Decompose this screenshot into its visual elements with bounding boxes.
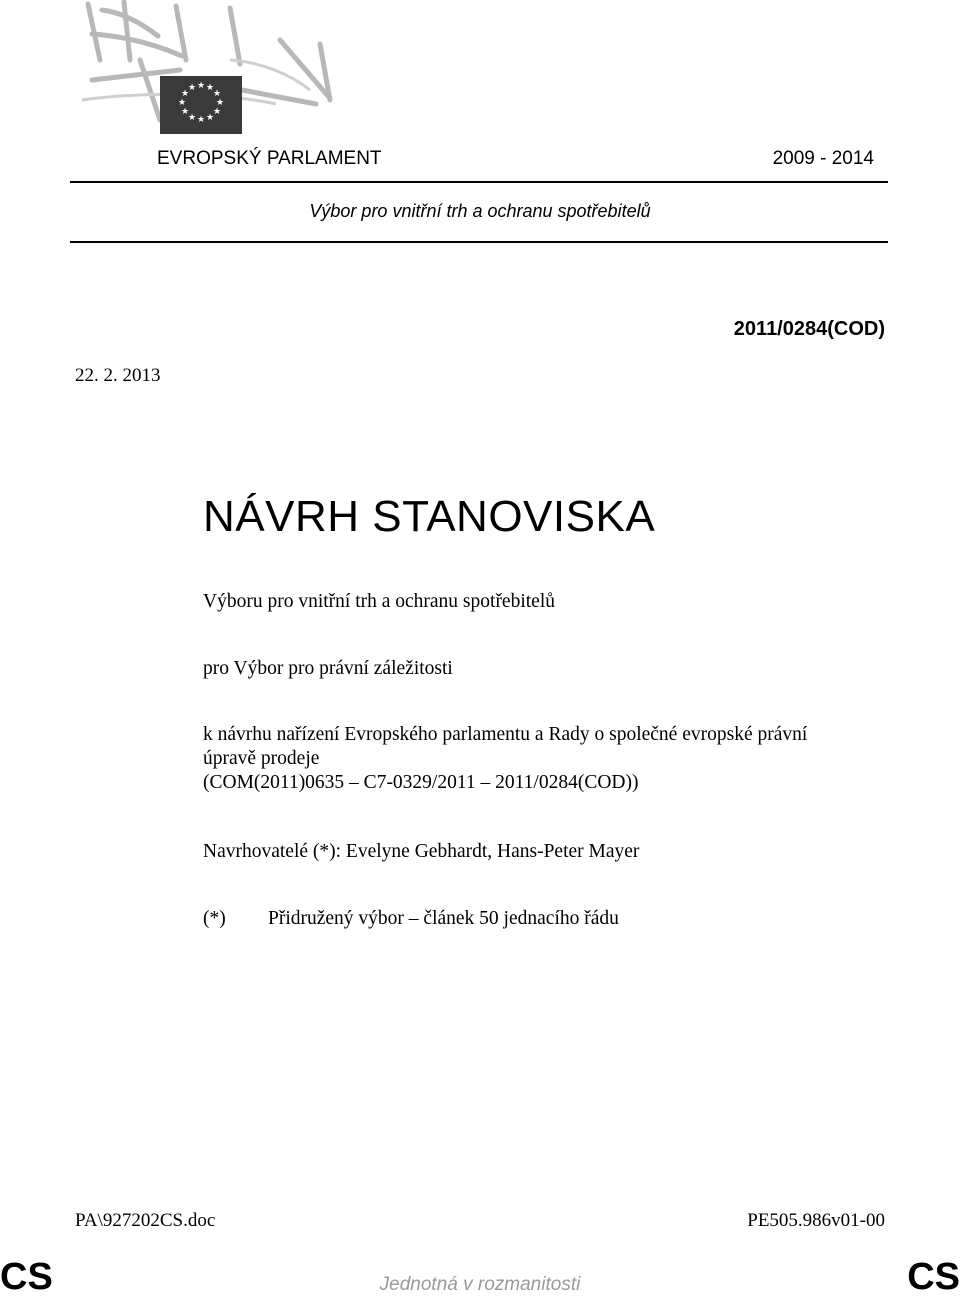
file-reference: PA\927202CS.doc <box>75 1210 216 1231</box>
svg-text:★: ★ <box>180 107 190 117</box>
language-code-left: CS <box>0 1256 53 1298</box>
document-date: 22. 2. 2013 <box>75 365 161 386</box>
header-divider-top <box>70 181 888 183</box>
subject-reference: (COM(2011)0635 – C7-0329/2011 – 2011/0284(COD)) <box>203 772 639 793</box>
svg-text:★: ★ <box>205 113 215 123</box>
footnote-mark: (*) <box>203 908 226 929</box>
eu-motto: Jednotná v rozmanitosti <box>379 1274 581 1295</box>
svg-text:★: ★ <box>215 98 225 108</box>
svg-text:★: ★ <box>180 89 190 99</box>
legislative-term: 2009 - 2014 <box>772 148 874 169</box>
pe-reference: PE505.986v01-00 <box>747 1210 885 1231</box>
svg-text:★: ★ <box>196 81 206 91</box>
header-divider-bottom <box>70 241 888 243</box>
institution-name: EVROPSKÝ PARLAMENT <box>157 148 382 169</box>
committee-header-text: Výbor pro vnitřní trh a ochranu spotřebitelů <box>309 201 651 221</box>
subject-line: úpravě prodeje <box>203 748 320 769</box>
from-committee: Výboru pro vnitřní trh a ochranu spotřebitelů <box>203 591 555 612</box>
svg-text:★: ★ <box>212 89 222 99</box>
language-code-right: CS <box>907 1256 960 1298</box>
european-parliament-logo <box>80 0 340 140</box>
hemicycle-icon <box>80 0 340 140</box>
document-title: NÁVRH STANOVISKA <box>203 492 656 541</box>
subject-block <box>203 723 893 795</box>
subject-line: k návrhu nařízení Evropského parlamentu a Rady o společné evropské právní <box>203 724 808 745</box>
svg-text:★: ★ <box>177 98 187 108</box>
svg-text:★: ★ <box>205 83 215 93</box>
svg-text:★: ★ <box>187 83 197 93</box>
svg-text:★: ★ <box>212 107 222 117</box>
committee-header <box>0 201 960 222</box>
for-committee: pro Výbor pro právní záležitosti <box>203 658 453 679</box>
svg-text:★: ★ <box>187 113 197 123</box>
rapporteurs: Navrhovatelé (*): Evelyne Gebhardt, Hans-Peter Mayer <box>203 841 640 862</box>
footnote-text: Přidružený výbor – článek 50 jednacího řádu <box>268 908 619 929</box>
procedure-number: 2011/0284(COD) <box>733 318 885 340</box>
svg-text:★: ★ <box>196 115 206 125</box>
